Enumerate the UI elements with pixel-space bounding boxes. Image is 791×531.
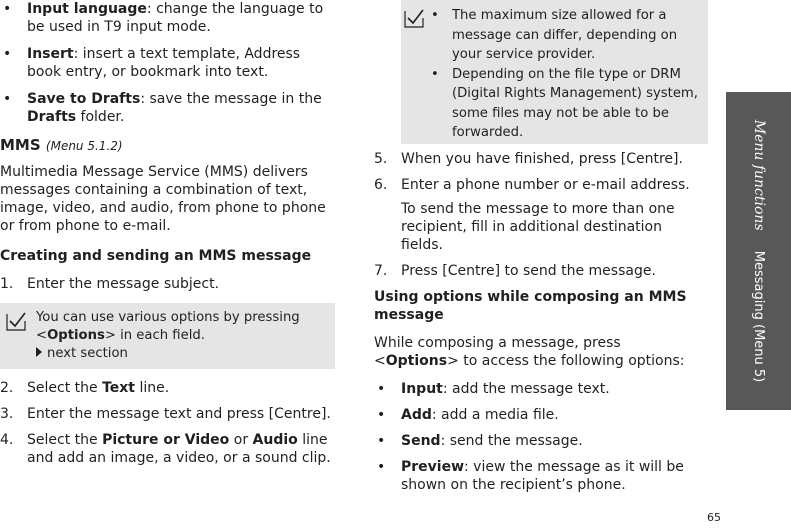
step-4 (0, 431, 335, 467)
description: : insert a text template, Address book entry, or bookmark into text. (27, 46, 301, 80)
bullet-dot: • (431, 66, 439, 82)
options-key: Options (385, 353, 448, 369)
step-number: 1. (0, 276, 14, 292)
bullet-dot: • (3, 1, 12, 17)
option-input (374, 380, 706, 398)
step-text-pre: Select the (27, 380, 103, 396)
intro-pre: While composing a message, press < (374, 335, 621, 369)
step-6-continuation: To send the message to more than one recipient, fill in additional destination fields. (401, 201, 675, 253)
term: Save to Drafts (27, 91, 141, 107)
options-intro (374, 334, 706, 370)
subheading: Creating and sending an MMS message (0, 248, 312, 264)
page-number: 65 (707, 511, 721, 524)
bullet-input-language (0, 0, 335, 36)
step-bold: Text (102, 380, 135, 396)
option-send (374, 432, 706, 450)
step-text: Enter a phone number or e-mail address. (401, 177, 690, 193)
bullet-dot: • (377, 433, 386, 449)
step-7 (374, 262, 706, 280)
bullet-insert (0, 45, 335, 81)
step-text: Press [Centre] to send the message. (401, 263, 656, 279)
step-number: 5. (374, 151, 388, 167)
note-bullet-text: Depending on the file type or DRM (Digital Rights Management) system, some files may not be able to be forwarded. (452, 66, 698, 140)
description: : add the message text. (442, 381, 610, 397)
step-bold-2: Audio (252, 432, 298, 448)
step-number: 6. (374, 177, 388, 193)
step-6 (374, 176, 706, 194)
note-text-post: > in each field. (104, 328, 205, 343)
step-number: 2. (0, 380, 14, 396)
term: Input (401, 381, 443, 397)
step-3 (0, 405, 335, 423)
left-column (0, 0, 335, 475)
bullet-dot: • (377, 459, 386, 475)
option-preview (374, 458, 706, 494)
heading-menu-ref: (Menu 5.1.2) (45, 139, 123, 153)
step-text-post: line and add an image, a video, or a sound clip. (27, 432, 331, 466)
bullet-save-to-drafts (0, 90, 335, 126)
bullet-dot: • (431, 8, 439, 23)
step-bold: Picture or Video (102, 432, 230, 448)
subheading: Using options while composing an MMS message (374, 289, 687, 323)
description: : save the message in the (140, 91, 322, 107)
term-drafts: Drafts (27, 109, 77, 125)
note-bullet-text: The maximum size allowed for a message can differ, depending on your service provider. (452, 8, 678, 62)
step-text-post: line. (135, 380, 170, 396)
next-section-link[interactable]: next section (47, 346, 128, 361)
description-end: folder. (76, 109, 125, 125)
term: Preview (401, 459, 465, 475)
description: : change the language to be used in T9 input mode. (27, 1, 324, 35)
subsection-title: Messaging (Menu 5) (750, 250, 766, 383)
step-number: 4. (0, 432, 14, 448)
note-options-key: Options (47, 328, 105, 343)
description: : add a media file. (431, 407, 559, 423)
note-box-top (401, 0, 708, 144)
step-text: Enter the message text and press [Centre]. (27, 406, 331, 422)
intro-post: > to access the following options: (447, 353, 685, 369)
step-1 (0, 275, 335, 293)
option-add (374, 406, 706, 424)
note-box (0, 303, 335, 369)
bullet-dot: • (3, 46, 12, 62)
note-text-pre: You can use various options by pressing < (36, 310, 300, 343)
step-5 (374, 150, 706, 168)
checkmark-icon (6, 311, 26, 331)
term: Send (401, 433, 441, 449)
step-number: 7. (374, 263, 388, 279)
description: : send the message. (440, 433, 583, 449)
intro-paragraph: Multimedia Message Service (MMS) delivers messages containing a combination of text, image, video, and audio, from phone to phone or from phone to e-mail. (0, 164, 326, 234)
step-text-mid: or (229, 432, 253, 448)
term: Insert (27, 46, 74, 62)
description: : view the message as it will be shown on the recipient’s phone. (401, 459, 684, 493)
step-text: Enter the message subject. (27, 276, 220, 292)
arrow-right-icon (36, 347, 42, 357)
term: Add (401, 407, 432, 423)
step-text: When you have finished, press [Centre]. (401, 151, 683, 167)
bullet-dot: • (377, 407, 386, 423)
step-2 (0, 379, 335, 397)
checkmark-icon (404, 8, 424, 28)
step-text-pre: Select the (27, 432, 103, 448)
step-number: 3. (0, 406, 14, 422)
section-tab-label (726, 92, 791, 410)
note-bullet (431, 65, 700, 143)
section-heading (0, 136, 335, 155)
section-title: Menu functions (750, 119, 767, 231)
heading-title: MMS (0, 136, 41, 154)
note-bullet (431, 6, 700, 65)
bullet-dot: • (3, 91, 12, 107)
term: Input language (27, 1, 147, 17)
right-column (374, 150, 706, 502)
bullet-dot: • (377, 381, 386, 397)
